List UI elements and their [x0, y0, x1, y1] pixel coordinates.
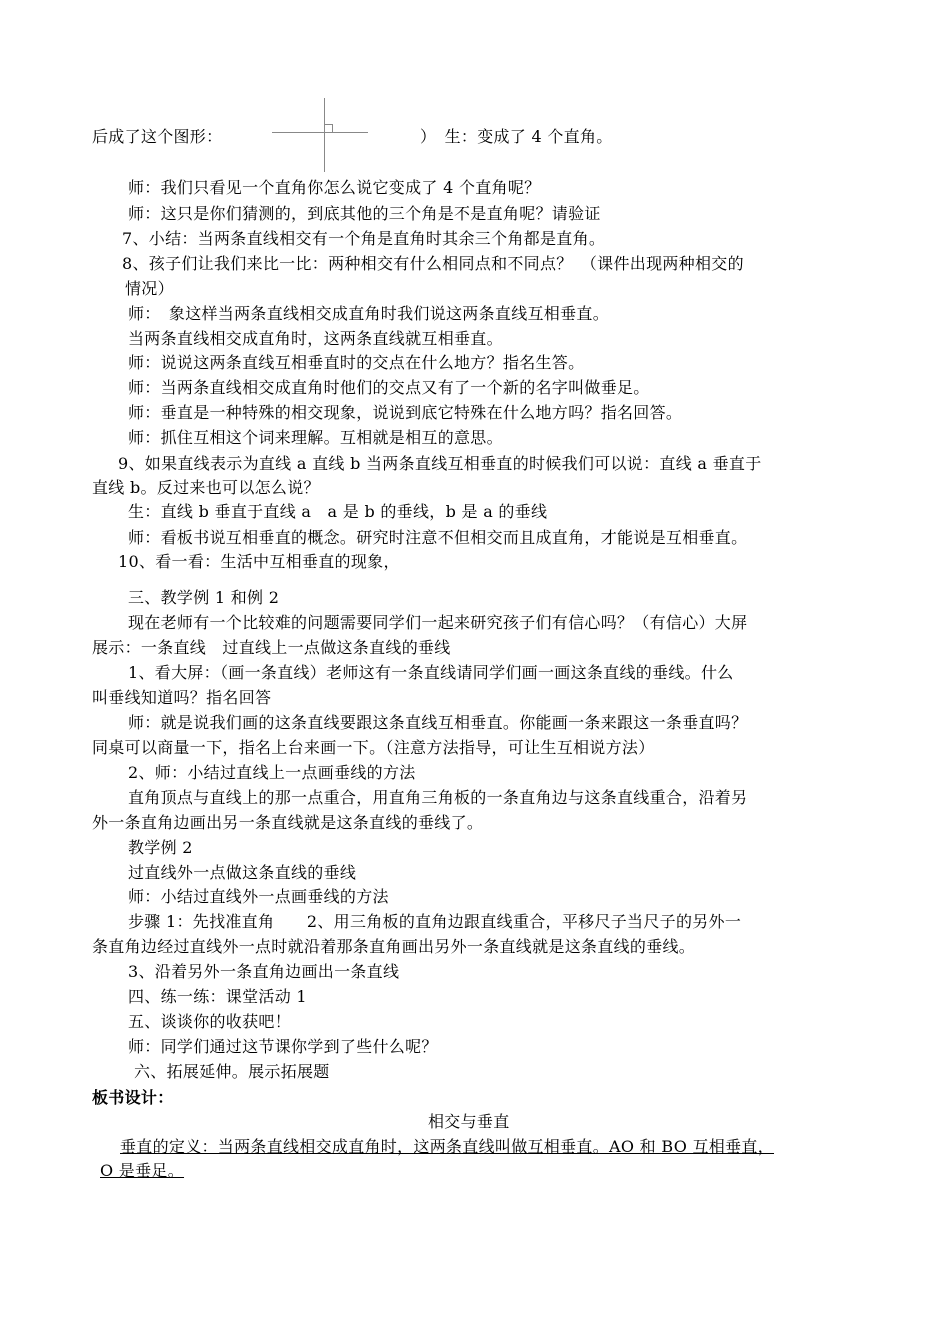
paragraph-line: 8、孩子们让我们来比一比：两种相交有什么相同点和不同点？ （课件出现两种相交的 — [122, 254, 744, 273]
board-definition-text: 垂直的定义：当两条直线相交成直角时，这两条直线叫做互相垂直。AO 和 BO 互相垂直， — [120, 1137, 775, 1156]
board-design-heading: 板书设计： — [92, 1088, 174, 1107]
paragraph-line: 师：我们只看见一个直角你怎么说它变成了 4 个直角呢？ — [128, 178, 541, 197]
paragraph-line: 师：就是说我们画的这条直线要跟这条直线互相垂直。你能画一条来跟这一条垂直吗？ — [128, 713, 748, 732]
paragraph-line: 当两条直线相交成直角时，这两条直线就互相垂直。 — [128, 329, 503, 348]
paragraph-line: 四、练一练：课堂活动 1 — [128, 987, 307, 1006]
paragraph-line: 3、沿着另外一条直角边画出一条直线 — [128, 962, 400, 981]
paragraph-line: 师：当两条直线相交成直角时他们的交点又有了一个新的名字叫做垂足。 — [128, 378, 650, 397]
paragraph-line: 条直角边经过直线外一点时就沿着那条直角画出另外一条直线就是这条直线的垂线。 — [92, 937, 696, 956]
paragraph-line: 7、小结：当两条直线相交有一个角是直角时其余三个角都是直角。 — [122, 229, 606, 248]
board-definition-line — [92, 1135, 872, 1159]
paragraph-line: 步骤 1：先找准直角 2、用三角板的直角边跟直线重合，平移尺子当尺子的另外一 — [128, 912, 742, 931]
paragraph-line: 情况） — [125, 279, 174, 298]
paragraph-line: 师：抓住互相这个词来理解。互相就是相互的意思。 — [128, 428, 503, 447]
paragraph-line: 师：说说这两条直线互相垂直时的交点在什么地方？指名生答。 — [128, 353, 585, 372]
paragraph-line: 9、如果直线表示为直线 a 直线 b 当两条直线互相垂直的时候我们可以说：直线 a 垂直于 — [118, 454, 762, 473]
paragraph-line: 直角顶点与直线上的那一点重合，用直角三角板的一条直角边与这条直线重合，沿着另 — [128, 788, 748, 807]
paragraph-line: 六、拓展延伸。展示拓展题 — [134, 1062, 330, 1081]
intro-text: 后成了这个图形： — [92, 127, 223, 146]
paragraph-line: 1、看大屏：（画一条直线）老师这有一条直线请同学们画一画这条直线的垂线。什么 — [128, 663, 734, 682]
paragraph-line: 同桌可以商量一下，指名上台来画一下。（注意方法指导，可让生互相说方法） — [92, 738, 655, 757]
paragraph-line: 过直线外一点做这条直线的垂线 — [128, 863, 357, 882]
paragraph-line: 叫垂线知道吗？指名回答 — [92, 688, 272, 707]
paragraph-line: 生：直线 b 垂直于直线 a a 是 b 的垂线，b 是 a 的垂线 — [128, 502, 548, 521]
paragraph-line: 外一条直角边画出另一条直线就是这条直线的垂线了。 — [92, 813, 484, 832]
student-answer-text: ） 生：变成了 4 个直角。 — [420, 127, 613, 146]
paragraph-line: 2、师：小结过直线上一点画垂线的方法 — [128, 763, 416, 782]
board-title: 相交与垂直 — [428, 1112, 510, 1131]
paragraph-line: 教学例 2 — [128, 838, 193, 857]
perpendicular-cross-figure — [272, 98, 372, 172]
paragraph-line: 师：小结过直线外一点画垂线的方法 — [128, 887, 389, 906]
paragraph-line: 直线 b。反过来也可以怎么说？ — [92, 478, 320, 497]
paragraph-line: 五、谈谈你的收获吧！ — [128, 1012, 292, 1031]
paragraph-line: 师： 象这样当两条直线相交成直角时我们说这两条直线互相垂直。 — [128, 304, 610, 323]
section-heading: 三、教学例 1 和例 2 — [128, 588, 280, 607]
board-definition-line: O 是垂足。 — [100, 1161, 185, 1180]
paragraph-line: 师：垂直是一种特殊的相交现象，说说到底它特殊在什么地方吗？指名回答。 — [128, 403, 683, 422]
paragraph-line: 师：看板书说互相垂直的概念。研究时注意不但相交而且成直角，才能说是互相垂直。 — [128, 528, 748, 547]
paragraph-line: 现在老师有一个比较难的问题需要同学们一起来研究孩子们有信心吗？（有信心）大屏 — [128, 613, 748, 632]
paragraph-line: 10、看一看：生活中互相垂直的现象， — [118, 552, 400, 571]
paragraph-line: 师：同学们通过这节课你学到了些什么呢？ — [128, 1037, 438, 1056]
paragraph-line: 师：这只是你们猜测的，到底其他的三个角是不是直角呢？请验证 — [128, 204, 601, 223]
paragraph-line: 展示：一条直线 过直线上一点做这条直线的垂线 — [92, 638, 451, 657]
